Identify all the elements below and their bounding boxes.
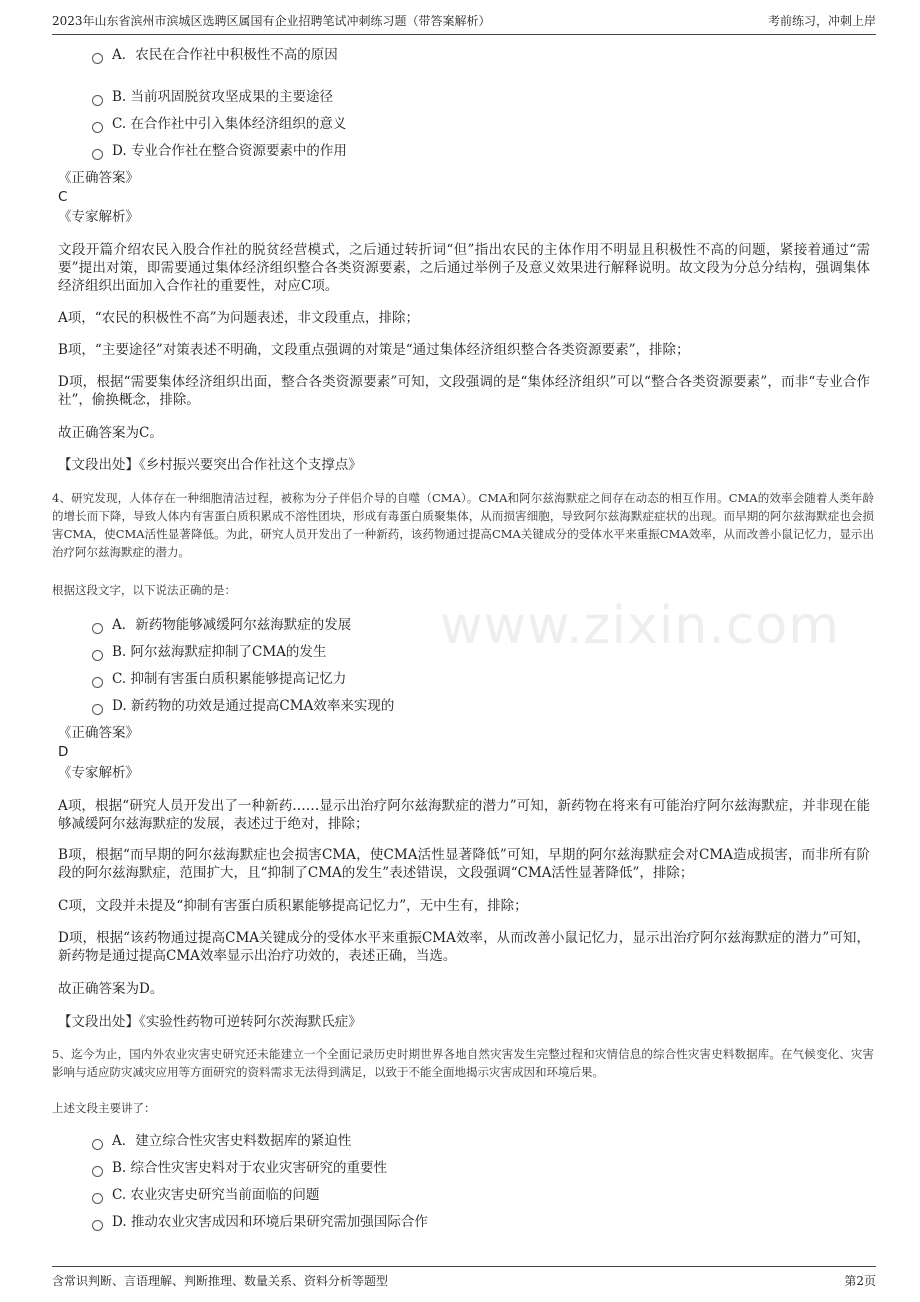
- answer-label: 《正确答案》: [58, 725, 139, 741]
- radio-icon[interactable]: [92, 149, 103, 160]
- radio-icon[interactable]: [92, 53, 103, 64]
- document-title: 2023年山东省滨州市滨城区选聘区属国有企业招聘笔试冲刺练习题（带答案解析）: [52, 14, 491, 28]
- analysis-conclusion: 故正确答案为D。: [58, 981, 164, 997]
- radio-icon[interactable]: [92, 1193, 103, 1204]
- q5-option-b[interactable]: B. 综合性灾害史料对于农业灾害研究的重要性: [92, 1159, 387, 1177]
- q4-option-d[interactable]: D. 新药物的功效是通过提高CMA效率来实现的: [92, 697, 394, 715]
- radio-icon[interactable]: [92, 1166, 103, 1177]
- question-prompt: 上述文段主要讲了：: [52, 1101, 156, 1115]
- radio-icon[interactable]: [92, 95, 103, 106]
- page-header: [52, 12, 876, 35]
- analysis-paragraph: C项，文段并未提及“抑制有害蛋白质积累能够提高记忆力”，无中生有，排除；: [58, 898, 528, 914]
- analysis-paragraph: B项，“主要途径”对策表述不明确，文段重点强调的对策是“通过集体经济组织整合各类资源要素”，排除；: [58, 342, 690, 358]
- footer-note: 含常识判断、言语理解、判断推理、数量关系、资料分析等题型: [52, 1274, 389, 1288]
- q3-option-d[interactable]: D. 专业合作社在整合资源要素中的作用: [92, 142, 347, 160]
- radio-icon[interactable]: [92, 122, 103, 133]
- header-tagline: 考前练习，冲刺上岸: [767, 14, 876, 28]
- analysis-paragraph: A项，“农民的积极性不高”为问题表述，非文段重点，排除；: [58, 310, 420, 326]
- source-citation: 【文段出处】《乡村振兴要突出合作社这个支撑点》: [58, 457, 362, 473]
- analysis-label: 《专家解析》: [58, 209, 139, 225]
- question-prompt: 根据这段文字，以下说法正确的是：: [52, 583, 236, 597]
- q5-option-c[interactable]: C. 农业灾害史研究当前面临的问题: [92, 1186, 319, 1204]
- watermark: www.zixin.com: [440, 596, 840, 656]
- q5-option-a[interactable]: A．建立综合性灾害史料数据库的紧迫性: [92, 1132, 351, 1150]
- page-number: 第2页: [844, 1274, 876, 1288]
- analysis-paragraph: B项，根据“而早期的阿尔兹海默症也会损害CMA，使CMA活性显著降低”可知，早期的阿尔兹海默症会对CMA造成损害，而非所有阶段的阿尔兹海默症，范围扩大，且“抑制了CMA的发生”表述错误，文段强调“CMA活性显著降低”，排除；: [58, 847, 870, 881]
- analysis-paragraph: D项，根据“该药物通过提高CMA关键成分的受体水平来重振CMA效率，从而改善小鼠记忆力，显示出治疗阿尔兹海默症的潜力”可知，新药物是通过提高CMA效率显示出治疗功效的，表述正确，当选。: [58, 930, 870, 964]
- analysis-paragraph: 文段开篇介绍农民入股合作社的脱贫经营模式，之后通过转折词“但”指出农民的主体作用不明显且积极性不高的问题，紧接着通过“需要”提出对策，即需要通过集体经济组织整合各类资源要素，之后通过举例子及意义效果进行解释说明。故文段为分总分结构，强调集体经济组织出面加入合作社的重要性，对应C项。: [58, 242, 870, 294]
- radio-icon[interactable]: [92, 704, 103, 715]
- radio-icon[interactable]: [92, 677, 103, 688]
- radio-icon[interactable]: [92, 1139, 103, 1150]
- q4-option-c[interactable]: C. 抑制有害蛋白质积累能够提高记忆力: [92, 670, 346, 688]
- question-stem: 5、迄今为止，国内外农业灾害史研究还未能建立一个全面记录历史时期世界各地自然灾害发生完整过程和灾情信息的综合性灾害史料数据库。在气候变化、灾害影响与适应防灾减灾应用等方面研究的资料需求无法得到满足，以致于不能全面地揭示灾害成因和环境后果。: [52, 1047, 874, 1079]
- analysis-conclusion: 故正确答案为C。: [58, 425, 163, 441]
- q4-option-b[interactable]: B. 阿尔兹海默症抑制了CMA的发生: [92, 643, 326, 661]
- answer-value: C: [58, 189, 68, 205]
- analysis-paragraph: A项，根据“研究人员开发出了一种新药……显示出治疗阿尔兹海默症的潜力”可知，新药物在将来有可能治疗阿尔兹海默症，并非现在能够减缓阿尔兹海默症的发展，表述过于绝对，排除；: [58, 798, 870, 832]
- radio-icon[interactable]: [92, 1220, 103, 1231]
- q3-option-a[interactable]: A．农民在合作社中积极性不高的原因: [92, 46, 338, 64]
- q4-option-a[interactable]: A．新药物能够减缓阿尔兹海默症的发展: [92, 616, 351, 634]
- source-citation: 【文段出处】《实验性药物可逆转阿尔茨海默氏症》: [58, 1014, 362, 1030]
- answer-label: 《正确答案》: [58, 170, 139, 186]
- q3-option-c[interactable]: C. 在合作社中引入集体经济组织的意义: [92, 115, 346, 133]
- radio-icon[interactable]: [92, 650, 103, 661]
- analysis-label: 《专家解析》: [58, 765, 139, 781]
- question-stem: 4、研究发现，人体存在一种细胞清洁过程，被称为分子伴侣介导的自噬（CMA）。CMA和阿尔兹海默症之间存在动态的相互作用。CMA的效率会随着人类年龄的增长而下降，导致人体内有害蛋白质积累成不溶性团块，形成有毒蛋白质聚集体，从而损害细胞，导致阿尔兹海默症症状的出现。而早期的阿尔兹海默症也会损害CMA，使CMA活性显著降低。为此，研究人员开发出了一种新药，该药物通过提高CMA关键成分的受体水平来重振CMA效率，从而改善小鼠记忆力，显示出治疗阿尔兹海默症的潜力。: [52, 491, 874, 559]
- page-footer: [52, 1266, 876, 1291]
- radio-icon[interactable]: [92, 623, 103, 634]
- q5-option-d[interactable]: D. 推动农业灾害成因和环境后果研究需加强国际合作: [92, 1213, 428, 1231]
- analysis-paragraph: D项，根据“需要集体经济组织出面，整合各类资源要素”可知，文段强调的是“集体经济组织”可以“整合各类资源要素”，而非“专业合作社”，偷换概念，排除。: [58, 374, 870, 408]
- answer-value: D: [58, 744, 69, 760]
- q3-option-b[interactable]: B. 当前巩固脱贫攻坚成果的主要途径: [92, 88, 333, 106]
